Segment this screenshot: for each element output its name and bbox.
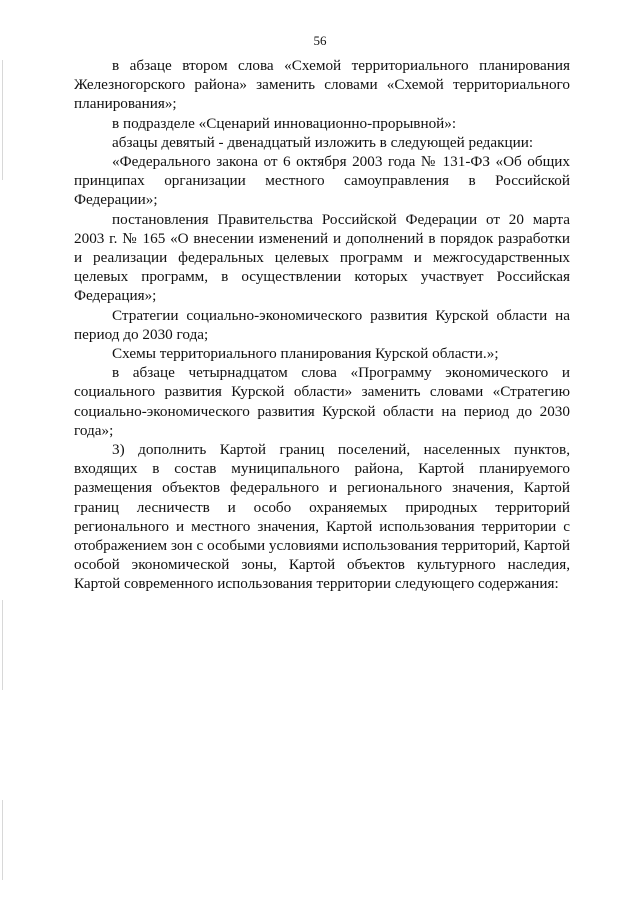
document-body (74, 56, 570, 594)
paragraph: в подразделе «Сценарий инновационно-прорывной»: (112, 114, 457, 132)
paragraph: абзацы девятый - двенадцатый изложить в следующей редакции: (112, 133, 534, 151)
paragraph: «Федерального закона от 6 октября 2003 года № 131-ФЗ «Об общих принципах организации местного самоуправления в Российской Федерации»; (74, 153, 570, 209)
paragraph: постановления Правительства Российской Федерации от 20 марта 2003 г. № 165 «О внесении изменений и дополнений в порядок разработки и реализации федеральных целевых программ и межгосударственных целевых программ, в осуществлении которых участвует Российская Федерация»; (74, 210, 570, 305)
page-number: 56 (313, 33, 327, 48)
scan-edge-mark (2, 60, 3, 180)
paragraph: Схемы территориального планирования Курской области.»; (112, 345, 499, 363)
scan-edge-mark (2, 600, 3, 690)
paragraph: Стратегии социально-экономического развития Курской области на период до 2030 года; (74, 306, 570, 343)
scan-edge-mark (2, 800, 3, 880)
paragraph: 3) дополнить Картой границ поселений, населенных пунктов, входящих в состав муниципального района, Картой планируемого размещения объектов федерального и регионального значения, Картой границ лесничеств и особо охраняемых природных территорий регионального и местного значения, Картой использования территории с отображением зон с особыми условиями использования территорий, Картой особой экономической зоны, Картой объектов культурного наследия, Картой современного использования территории следующего содержания: (74, 441, 570, 593)
paragraph: в абзаце втором слова «Схемой территориального планирования Железногорского района» заменить словами «Схемой территориального планирования»; (74, 57, 570, 113)
paragraph: в абзаце четырнадцатом слова «Программу экономического и социального развития Курской области» заменить словами «Стратегию социально-экономического развития Курской области на период до 2030 года»; (74, 364, 570, 439)
